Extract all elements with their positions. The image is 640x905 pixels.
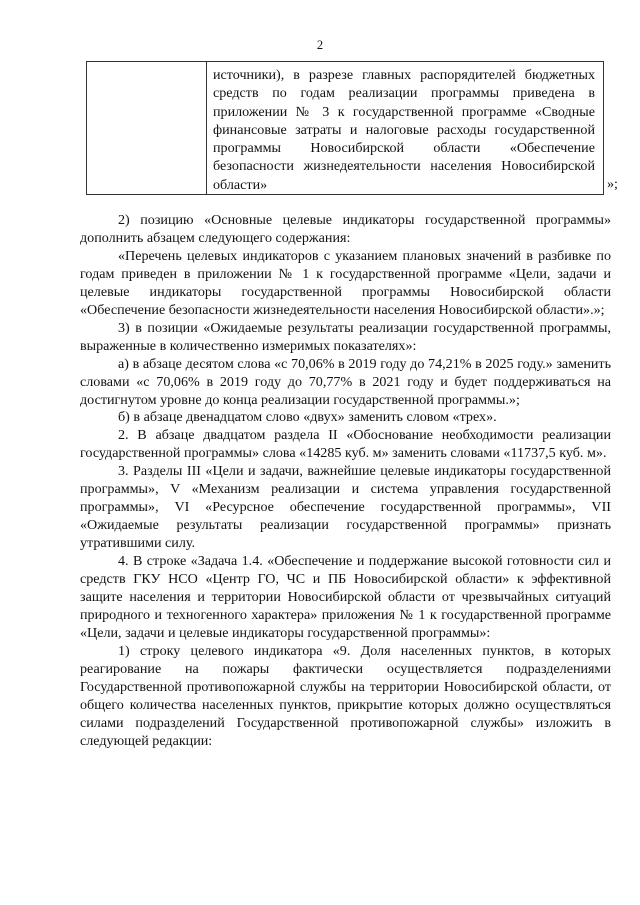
table-text-cell (207, 62, 604, 195)
amendment-table (86, 61, 604, 195)
paragraph: а) в абзаце десятом слова «с 70,06% в 2019 году до 74,21% в 2025 году.» заменить словами «с 70,06% в 2019 году до 70,77% в 2021 году и будет поддерживаться на достигнутом уровне до конца реализации государственной программы.»; (80, 355, 611, 408)
paragraph: 3) в позиции «Ожидаемые результаты реализации государственной программы, выраженные в количественно измеримых показателях»: (80, 319, 611, 354)
paragraph: б) в абзаце двенадцатом слово «двух» заменить словом «трех». (118, 409, 497, 426)
paragraph: 2. В абзаце двадцатом раздела II «Обоснование необходимости реализации государственной программы» слова «14285 куб. м» заменить словами «11737,5 куб. м». (80, 427, 611, 462)
document-body (80, 212, 611, 751)
paragraph: 1) строку целевого индикатора «9. Доля населенных пунктов, в которых реагирование на пожары фактически осуществляется подразделениями Государственной противопожарной службы на территории Новосибирской области, от общего количества населенных пунктов, прикрытие которых должно осуществляться силами подразделений Государственной противопожарной службы» изложить в следующей редакции: (80, 642, 611, 749)
page-number: 2 (316, 38, 324, 52)
table-cell-text: источники), в разрезе главных распорядителей бюджетных средств по годам реализации программы приведена в приложении № 3 к государственной программе «Сводные финансовые затраты и налоговые расходы государственной программы Новосибирской области «Обеспечение безопасности жизнедеятельности населения Новосибирской области» (213, 67, 595, 193)
table-closing-quote: »; (607, 176, 618, 192)
paragraph: «Перечень целевых индикаторов с указанием плановых значений в разбивке по годам приведен в приложении № 1 к государственной программе «Цели, задачи и целевые индикаторы государственной программы Новосибирской области «Обеспечение безопасности жизнедеятельности населения Новосибирской области».»; (80, 247, 611, 318)
paragraph: 2) позицию «Основные целевые индикаторы государственной программы» дополнить абзацем следующего содержания: (80, 212, 611, 246)
paragraph: 3. Разделы III «Цели и задачи, важнейшие целевые индикаторы государственной программы», V «Механизм реализации и система управления государственной программы», VI «Ресурсное обеспечение государственной программы», VII «Ожидаемые результаты реализации государственной программы» признать утратившими силу. (80, 463, 611, 552)
table-empty-cell (87, 62, 207, 195)
paragraph: 4. В строке «Задача 1.4. «Обеспечение и поддержание высокой готовности сил и средств ГКУ НСО «Центр ГО, ЧС и ПБ Новосибирской области» к эффективной защите населения и территории Новосибирской области от чрезвычайных ситуаций природного и техногенного характера» приложения № 1 к государственной программе «Цели, задачи и целевые индикаторы государственной программы»: (80, 553, 611, 641)
